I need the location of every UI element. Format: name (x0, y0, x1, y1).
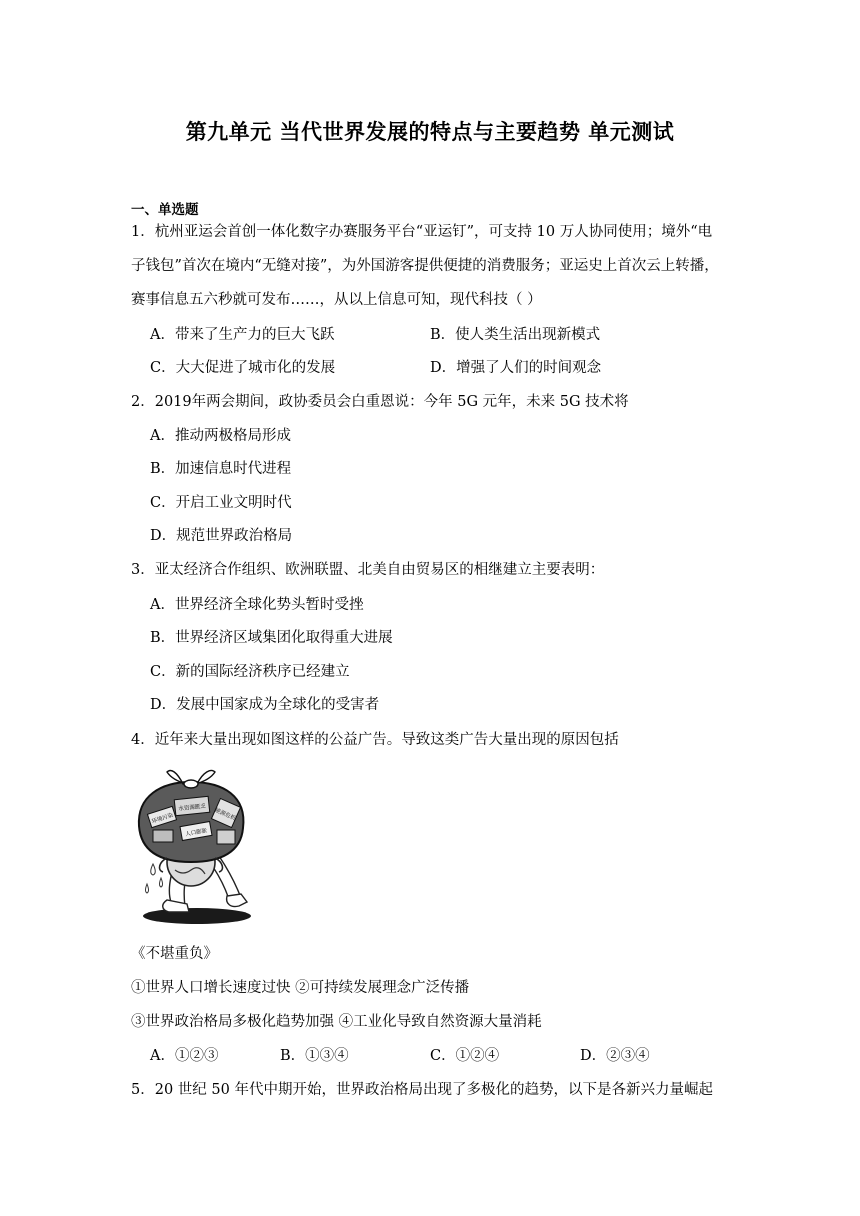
q5-stem: 5．20 世纪 50 年代中期开始，世界政治格局出现了多极化的趋势，以下是各新兴力量崛起 (131, 1082, 713, 1098)
q3-option-a: A．世界经济全球化势头暂时受挫 (150, 597, 364, 613)
q4-option-a: A．①②③ (150, 1048, 219, 1064)
document-title: 第九单元 当代世界发展的特点与主要趋势 单元测试 (185, 119, 675, 144)
q3-option-d: D．发展中国家成为全球化的受害者 (150, 697, 380, 713)
q2-option-d: D．规范世界政治格局 (150, 528, 293, 544)
label-water: 水资源匮乏 (178, 803, 207, 813)
q2-option-a: A．推动两极格局形成 (150, 428, 291, 444)
q3-stem: 3．亚太经济合作组织、欧洲联盟、北美自由贸易区的相继建立主要表明： (131, 562, 605, 578)
q1-stem-line-1: 1．杭州亚运会首创一体化数字办赛服务平台“亚运钉”，可支持 10 万人协同使用；境外“电 (131, 224, 713, 240)
burdened-earth-cartoon (131, 766, 251, 932)
q1-option-d: D．增强了人们的时间观念 (430, 360, 602, 376)
q1-stem-line-3: 赛事信息五六秒就可发布……，从以上信息可知，现代科技（ ） (131, 292, 542, 308)
section-heading: 一、单选题 (131, 202, 199, 218)
label-energy: 能源危机 (213, 807, 237, 823)
q3-option-b: B．世界经济区域集团化取得重大进展 (150, 630, 393, 646)
figure-caption: 《不堪重负》 (131, 946, 218, 962)
q4-option-b: B．①③④ (280, 1048, 349, 1064)
label-population: 人口膨胀 (184, 828, 208, 838)
q4-stem: 4．近年来大量出现如图这样的公益广告。导致这类广告大量出现的原因包括 (131, 732, 619, 748)
label-pollution: 环境污染 (151, 812, 175, 826)
q4-option-c: C．①②④ (430, 1048, 500, 1064)
q1-option-a: A．带来了生产力的巨大飞跃 (150, 327, 335, 343)
q2-option-b: B．加速信息时代进程 (150, 461, 292, 477)
q1-option-b: B．使人类生活出现新模式 (430, 327, 601, 343)
q4-option-d: D．②③④ (580, 1048, 650, 1064)
q4-statements-line-1: ①世界人口增长速度过快 ②可持续发展理念广泛传播 (131, 980, 470, 996)
q3-option-c: C．新的国际经济秩序已经建立 (150, 664, 350, 680)
q1-stem-line-2: 子钱包”首次在境内“无缝对接”，为外国游客提供便捷的消费服务；亚运史上首次云上转播， (131, 258, 719, 274)
q4-statements-line-2: ③世界政治格局多极化趋势加强 ④工业化导致自然资源大量消耗 (131, 1014, 542, 1030)
q2-option-c: C．开启工业文明时代 (150, 495, 292, 511)
q2-stem: 2．2019年两会期间，政协委员会白重恩说：今年 5G 元年，未来 5G 技术将 (131, 394, 629, 410)
q1-option-c: C．大大促进了城市化的发展 (150, 360, 336, 376)
